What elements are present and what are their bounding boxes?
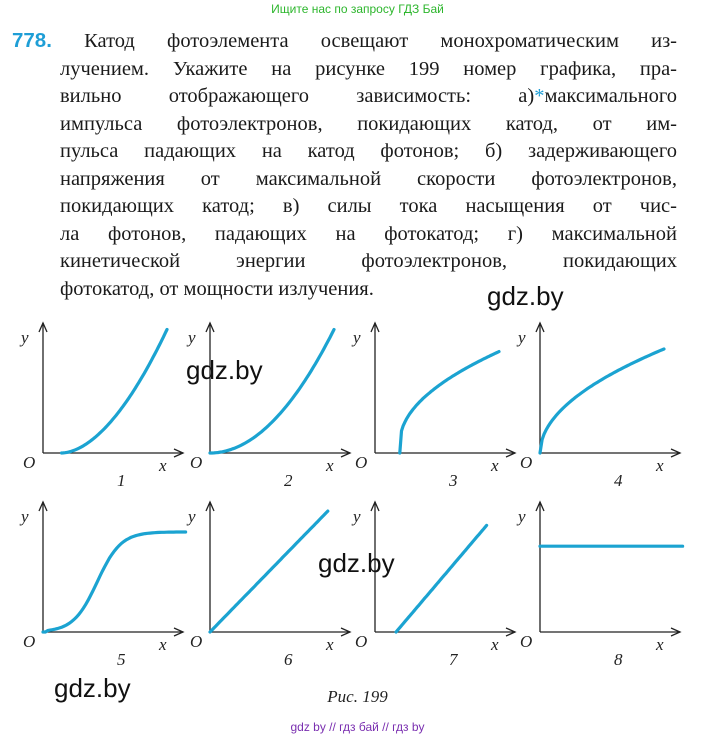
watermark: gdz.by [54,673,131,703]
x-axis-label: x [159,635,167,654]
problem-line: фотокатод, от мощности излучения. [60,277,374,300]
figure-caption: Рис. 199 [327,687,388,706]
x-axis-label: x [326,456,334,475]
problem-line: вильно отображающего зависимость: а)*максимального [60,85,677,107]
origin-label: O [520,453,533,472]
star-mark: * [534,85,545,107]
graph-curve [43,532,186,632]
graph-number: 1 [117,471,126,490]
problem-line: пульса падающих на катод фотонов; б) задерживающего [60,140,677,162]
graph-number: 7 [449,650,458,669]
problem-line: напряжения от максимальной скорости фотоэлектронов, [60,167,677,190]
origin-label: O [190,453,203,472]
y-axis-label: y [21,507,29,526]
graph-curve [62,330,167,454]
x-axis-label: x [491,635,499,654]
watermark: gdz.by [318,548,395,578]
graph-number: 6 [284,650,293,669]
graph-number: 4 [614,471,623,490]
problem-number: 778. [12,29,52,52]
problem-line: кинетической энергии фотоэлектронов, покидающих [60,250,677,272]
x-axis-label: x [491,456,499,475]
graph-curve [540,349,664,453]
search-hint-link[interactable]: Ищите нас по запросу ГДЗ Бай [271,2,444,16]
watermark: gdz.by [186,355,263,385]
origin-label: O [355,632,368,651]
y-axis-label: y [188,507,196,526]
origin-label: O [520,632,533,651]
graph-curve [210,330,334,454]
graph-curve [400,352,499,453]
x-axis-label: x [656,456,664,475]
y-axis-label: y [188,328,196,347]
origin-label: O [355,453,368,472]
graph-number: 3 [449,471,458,490]
problem-line: импульса фотоэлектронов, покидающих катод, от им- [60,112,677,135]
y-axis-label: y [353,507,361,526]
problem-line: ла фотонов, падающих на фотокатод; г) максимальной [60,222,677,245]
watermark: gdz.by [487,281,564,311]
x-axis-label: x [326,635,334,654]
graph-curve [396,525,487,632]
origin-label: O [190,632,203,651]
graph-number: 5 [117,650,126,669]
x-axis-label: x [159,456,167,475]
footer-link[interactable]: gdz by // гдз бай // гдз by [290,720,425,734]
y-axis-label: y [518,507,526,526]
origin-label: O [23,632,36,651]
x-axis-label: x [656,635,664,654]
y-axis-label: y [353,328,361,347]
graph-number: 8 [614,650,623,669]
problem-line: 778. Катод фотоэлемента освещают монохроматическим из- [12,29,677,52]
graph-curve [210,511,328,632]
graph-number: 2 [284,471,293,490]
problem-line: лучением. Укажите на рисунке 199 номер графика, пра- [60,57,677,80]
problem-line: покидающих катод; в) силы тока насыщения от чис- [60,195,677,217]
y-axis-label: y [518,328,526,347]
origin-label: O [23,453,36,472]
y-axis-label: y [21,328,29,347]
